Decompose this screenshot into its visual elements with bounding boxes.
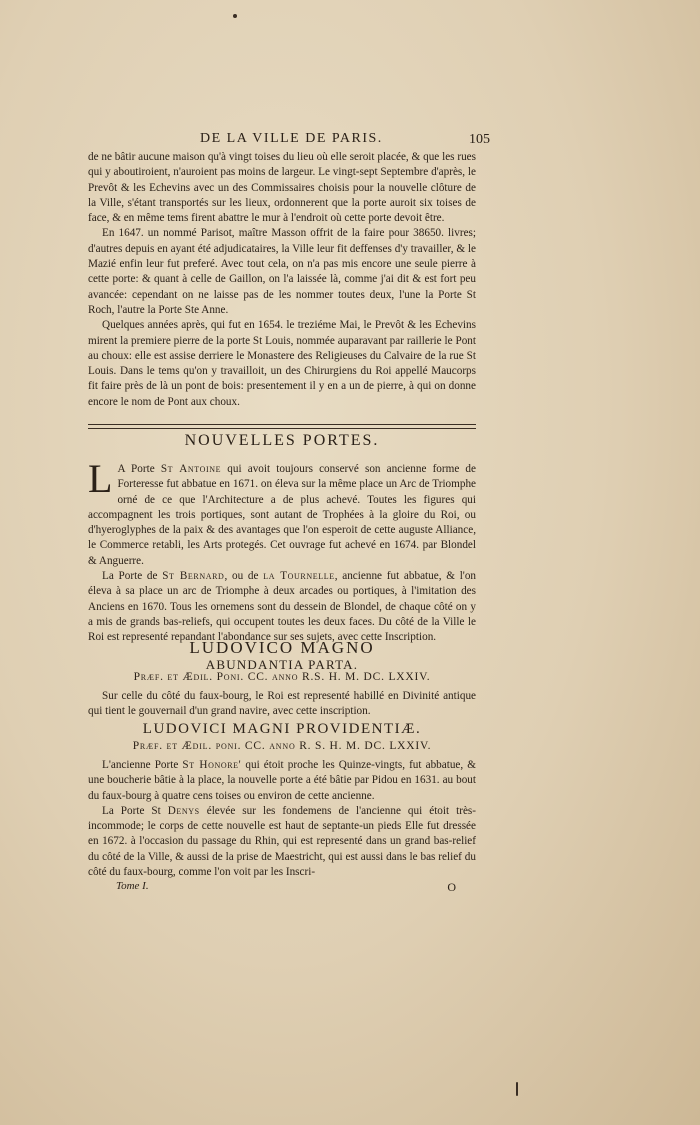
section-title: NOUVELLES PORTES. (184, 432, 380, 449)
inscription-line: Præf. et Ædil. poni. CC. anno R. S. H. M. DC. LXXIV. (132, 740, 432, 752)
inscription-line: ABUNDANTIA PARTA. (205, 657, 359, 672)
paragraph: La Porte de St Bernard, ou de la Tournelle, ancienne fut abbatue, & l'on éleva à sa place un arc de Triomphe à deux arcades ou portiques, à l'imitation des Anciens en 1670. Tous les ornemens sont du dessein de Blondel, de chaque côté on y a mis de grands bas-reliefs, qui occupent toutes les deux faces. Du côté de la Ville le Roi est representé repandant l'abondance sur ses sujets, avec cette Inscription. (88, 570, 477, 644)
running-head (88, 131, 490, 151)
ink-speck (233, 14, 237, 18)
volume-label: Tome I. (116, 880, 149, 892)
inscription-line: LUDOVICI MAGNI PROVIDENTIÆ. (142, 721, 422, 737)
paragraph: L A Porte St Antoine qui avoit toujours conservé son ancienne forme de Forteresse fut abbatue en 1671. on éleva sur la même place un Arc de Triomphe orné de ce que l'Architecture a de plus achevé. Toutes les figures qui accompagnent les trois portiques, sont autant de Trophées à la gloire du Roi, ou d'hyeroglyphes de la paix & des avantages que l'on esperoit de cette auguste Alliance, le Commerce retabli, les Arts protegés. Cet ouvrage fut achevé en 1674. par Blondel & Anguerre. (88, 456, 476, 567)
ink-speck (516, 1082, 518, 1096)
signature-mark: O (447, 880, 456, 894)
paragraph: de ne bâtir aucune maison qu'à vingt toises du lieu où elle seroit placée, & que les rues qui y aboutiroient, n'auroient pas moins de largeur. Le vingt-sept Septembre d'après, le Prevôt & les Echevins avec un des Commissaires choisis pour la nouvelle clôture de la Ville, s'étant transportés sur les lieux, ordonnerent que la porte auroit six toises de face, & en même tems firent abattre le mur à l'endroit où cette porte devoit être. (88, 151, 476, 225)
running-title: DE LA VILLE DE PARIS. (200, 131, 383, 146)
page-footer (88, 880, 476, 894)
paragraph: Quelques années après, qui fut en 1654. le treziéme Mai, le Prevôt & les Echevins mirent la premiere pierre de la porte St Louis, nommée auparavant par raillerie le Pont au choux: elle est assise derriere le Monastere des Religieuses du Calvaire de la rue St Louis. Dans le tems qu'on y travailloit, un des Chirurgiens du Roi appellé Maucorps fit faire près de là un pont de bois: presentement il y en a un de pierre, à qui on donne encore le nom de Pont aux choux. (88, 319, 476, 408)
inscription-line: LUDOVICO MAGNO (189, 638, 375, 657)
page-number: 105 (469, 132, 490, 147)
paragraph: En 1647. un nommé Parisot, maître Masson offrit de la faire pour 38650. livres; d'autres depuis en ayant été adjudicataires, la Ville leur fit deffenses d'y travailler, & le Mazié enfin leur fut preferé. Avec tout cela, on n'a pas mis encore une seule pierre à cette porte: & quant à celle de Gaillon, on l'a laissée là, comme j'ai dit & est fort peu avancée: cependant on ne laisse pas de les nommer toutes deux, l'une la Porte St Roch, l'autre la Porte Ste Anne. (88, 227, 476, 316)
drop-cap: L (88, 456, 113, 501)
paragraph: La Porte St Denys élevée sur les fondemens de l'ancienne qui étoit très-incommode; le corps de cette nouvelle est haut de septante-un pieds Elle fut dressée en 1672. à l'occasion du passage du Rhin, qui est representé dans un grand bas-relief du côté de la Ville, & aussi de la prise de Maestricht, qui est aussi dans le bas relief du côté du faux-bourg, comme l'on voit par les Inscri- (88, 804, 476, 879)
top-text (88, 150, 476, 410)
paragraph: L'ancienne Porte St Honore' qui étoit proche les Quinze-vingts, fut abbatue, & une boucherie bâtie à la place, la nouvelle porte a été bâtie par Pidou en 1631. au bout du faux-bourg à quatre cens toises ou environ de cette ancienne. (88, 759, 476, 802)
section-text (88, 456, 477, 646)
paragraph: Sur celle du côté du faux-bourg, le Roi est representé habillé en Divinité antique qui tient le gouvernail d'un grand navire, avec cette inscription. (88, 690, 476, 718)
mid-text (88, 689, 476, 720)
section-divider (88, 424, 476, 429)
inscription-line: Præf. et Ædil. Poni. CC. anno R.S. H. M. DC. LXXIV. (133, 671, 431, 683)
bottom-text (88, 758, 476, 880)
